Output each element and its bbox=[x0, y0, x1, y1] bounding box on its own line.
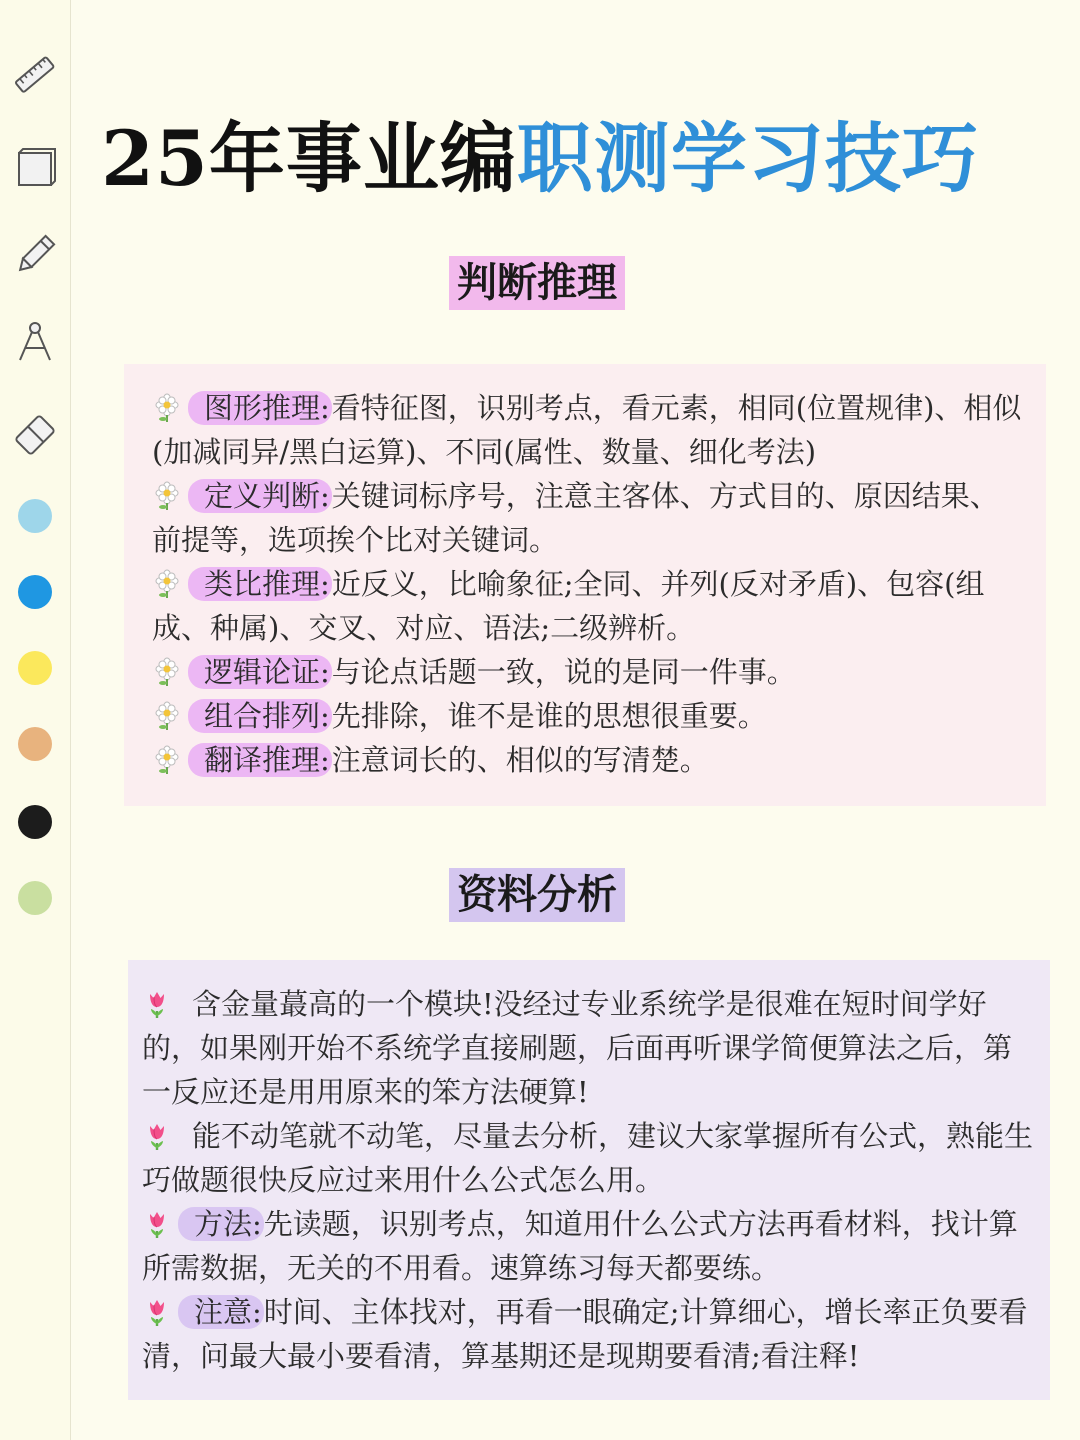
judgement-tip-item bbox=[152, 694, 1022, 738]
judgement-tip-item bbox=[152, 474, 1022, 562]
judgement-tip-item-text: 关键词标序号，注意主客体、方式目的、原因结果、前提等，选项挨个比对关键词。 bbox=[152, 479, 999, 557]
data-analysis-tip-item-label: 方法: bbox=[178, 1207, 264, 1241]
judgement-tip-item-label: 翻译推理: bbox=[188, 743, 332, 777]
data-analysis-tip-item bbox=[142, 982, 1038, 1114]
daisy-icon bbox=[152, 655, 182, 685]
judgement-tip-item-label: 逻辑论证: bbox=[188, 655, 332, 689]
daisy-icon bbox=[152, 567, 182, 597]
data-analysis-tip-item bbox=[142, 1202, 1038, 1290]
judgement-tips-list bbox=[152, 386, 1022, 782]
data-analysis-tip-item bbox=[142, 1114, 1038, 1202]
judgement-tip-item bbox=[152, 386, 1022, 474]
eraser-icon[interactable] bbox=[12, 412, 58, 458]
judgement-tip-item-text: 看特征图，识别考点，看元素，相同(位置规律)、相似(加减同异/黑白运算)、不同(属性、数量、细化考法) bbox=[152, 391, 1022, 469]
judgement-tip-item-label: 类比推理: bbox=[188, 567, 332, 601]
color-swatch-yellow[interactable] bbox=[18, 651, 52, 685]
color-swatch-blue[interactable] bbox=[18, 575, 52, 609]
judgement-tip-item-label: 图形推理: bbox=[188, 391, 332, 425]
color-swatch-green[interactable] bbox=[18, 881, 52, 915]
data-analysis-tip-item-text: 含金量蕞高的一个模块!没经过专业系统学是很难在短时间学好的，如果刚开始不系统学直接刷题，后面再听课学简便算法之后，第一反应还是用用原来的笨方法硬算! bbox=[142, 987, 1013, 1109]
judgement-tip-item bbox=[152, 738, 1022, 782]
daisy-icon bbox=[152, 479, 182, 509]
data-analysis-tip-item bbox=[142, 1290, 1038, 1378]
color-swatch-orange[interactable] bbox=[18, 727, 52, 761]
daisy-icon bbox=[152, 391, 182, 421]
judgement-tip-item-text: 注意词长的、相似的写清楚。 bbox=[331, 743, 709, 777]
ruler-icon[interactable] bbox=[12, 52, 58, 98]
title-part-black: 25年事业编 bbox=[101, 114, 517, 203]
judgement-tips-box bbox=[124, 364, 1046, 806]
tool-sidebar bbox=[0, 0, 71, 1440]
daisy-icon bbox=[152, 743, 182, 773]
judgement-tip-item-text: 近反义，比喻象征;全同、并列(反对矛盾)、包容(组成、种属)、交叉、对应、语法;二级辨析。 bbox=[152, 567, 985, 645]
judgement-tip-item bbox=[152, 650, 1022, 694]
color-swatch-black[interactable] bbox=[18, 805, 52, 839]
judgement-tip-item bbox=[152, 562, 1022, 650]
section-heading-judgement: 判断推理 bbox=[449, 256, 625, 310]
data-analysis-tips-list bbox=[142, 982, 1038, 1378]
data-analysis-tips-box bbox=[128, 960, 1050, 1400]
judgement-tip-item-text: 与论点话题一致，说的是同一件事。 bbox=[331, 655, 796, 689]
color-swatch-light-blue[interactable] bbox=[18, 499, 52, 533]
pencil-icon[interactable] bbox=[12, 232, 58, 278]
section-heading-data-analysis: 资料分析 bbox=[449, 868, 625, 922]
judgement-tip-item-label: 组合排列: bbox=[188, 699, 332, 733]
page-title bbox=[0, 98, 1080, 207]
tulip-icon bbox=[142, 1207, 172, 1237]
data-analysis-tip-item-text: 能不动笔就不动笔，尽量去分析，建议大家掌握所有公式，熟能生巧做题很快反应过来用什么公式怎么用。 bbox=[142, 1119, 1034, 1197]
judgement-tip-item-label: 定义判断: bbox=[188, 479, 332, 513]
compass-icon[interactable] bbox=[12, 318, 58, 364]
tulip-icon bbox=[142, 1119, 172, 1149]
tulip-icon bbox=[142, 1295, 172, 1325]
tulip-icon bbox=[142, 987, 172, 1017]
data-analysis-tip-item-text: 先读题，识别考点，知道用什么公式方法再看材料，找计算所需数据，无关的不用看。速算练习每天都要练。 bbox=[142, 1207, 1018, 1285]
daisy-icon bbox=[152, 699, 182, 729]
title-part-blue: 职测学习技巧 bbox=[516, 114, 979, 203]
judgement-tip-item-text: 先排除，谁不是谁的思想很重要。 bbox=[331, 699, 767, 733]
data-analysis-tip-item-text: 时间、主体找对，再看一眼确定;计算细心，增长率正负要看清，问最大最小要看清，算基期还是现期要看清;看注释! bbox=[142, 1295, 1028, 1373]
data-analysis-tip-item-label: 注意: bbox=[178, 1295, 264, 1329]
